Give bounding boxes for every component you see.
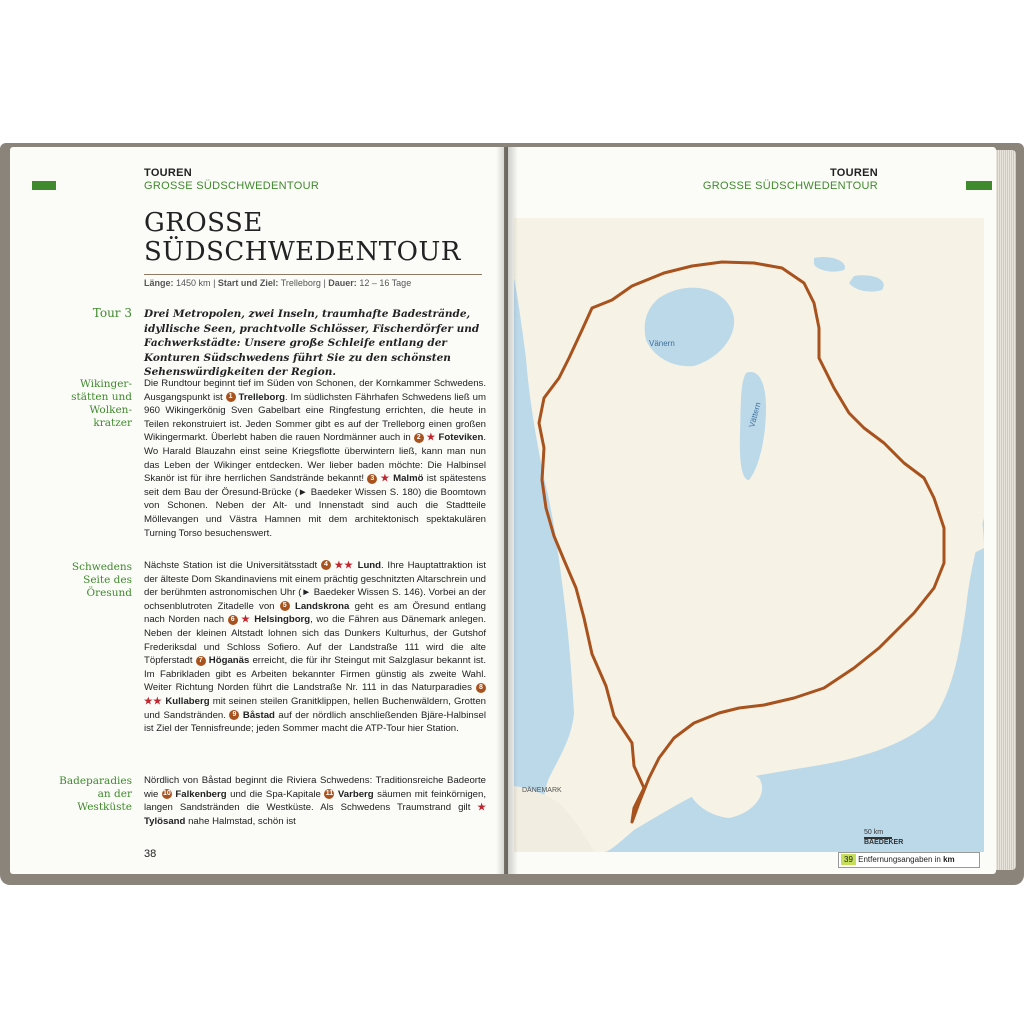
page-title [144,209,461,267]
section-sublabel: GROSSE SÜDSCHWEDENTOUR [144,180,320,192]
map-scale [864,829,903,846]
legend-badge: 39 [841,854,856,865]
label-vaettern: Vättern [747,401,763,429]
map-brand: BAEDEKER [864,839,904,846]
book-gutter [496,147,518,874]
title-line-1: GROSSE [144,208,263,238]
paragraph-3: Nördlich von Båstad beginnt die Riviera Schwedens: Traditionsreiche Badeorte wie 10 Falkenberg und die Spa-Kapitale 11 Varberg säumen mit feinkörnigen, langen Sandstränden die Westküste. Als Schwedens Traumstrand gilt ★ Tylösand nahe Halmstad, schön ist [144,775,487,827]
section-sublabel-right: GROSSE SÜDSCHWEDENTOUR [702,180,878,192]
title-line-2: SÜDSCHWEDENTOUR [144,237,461,267]
margin-note-westkueste: Badeparadies an der Westküste [59,775,132,813]
page-number: 38 [144,848,157,860]
scale-label: 50 km [864,829,884,836]
tour-label: Tour 3 [92,306,132,320]
legend-unit: km [943,855,955,864]
legend-text: Entfernungsangaben in [858,855,941,864]
margin-note-wikinger: Wikinger- stätten und Wolken- kratzer [71,378,132,429]
page-edges [994,150,1016,870]
left-page [10,147,504,874]
paragraph-2: Nächste Station ist die Universitätsstadt 4 ★★ Lund. Ihre Hauptattraktion ist der älteste Dom Skandinaviens mit einem prächtig geschnitzten Altarschrein und der berühmten astronomischen Uhr (► Baedeker Wissen S. 146). Vorbei an der ochsenblutroten Zitadelle von 5 Landskrona geht es am Öresund entlang nach Norden nach 6 ★ Helsingborg, wo die Fähren aus Dänemark anlegen. Neben der kleinen Altstadt lohnen sich das Dunkers Kulturhus, der Gutshof Frederiksdal und Schloss Sofiero. Auf der Landstraße 111 wird die alte Töpferstadt 7 Höganäs erreicht, die für ihr Steingut mit Salzglasur bekannt ist. Im Fabrikladen gibt es Arbeiten bekannter Firmen günstig als zweite Wahl. Weiter Richtung Norden führt die Landstraße Nr. 111 in das Naturparadies 8 ★★ Kullaberg mit seinen steilen Granitklippen, hellen Buchenwäldern, Grotten und Sandstränden. 9 Båstad auf der nördlich anschließenden Bjäre-Halbinsel ist Ziel der Tennisfreunde; jeden Sommer macht die ATP-Tour hier Station. [144,560,487,735]
label-denmark: DÄNEMARK [522,787,562,794]
tour-meta: Länge: 1450 km | Start und Ziel: Trelleborg | Dauer: 12 – 16 Tage [144,278,412,288]
right-page [508,147,996,874]
intro-text: Drei Metropolen, zwei Inseln, traumhafte Badestrände, idyllische Seen, prachtvolle Schlösser, Fischerdörfer und Fachwerkstädte: Unsere große Schleife entlang der Konturen Südschwedens führt Sie zu den schönsten Sehenswürdigkeiten der Region. [144,308,480,378]
section-label: TOUREN [144,167,193,179]
label-vaenern: Vänern [649,339,675,348]
margin-note-oeresund: Schwedens Seite des Öresund [71,561,132,599]
section-label-right: TOUREN [829,167,878,179]
title-rule [144,274,482,275]
paragraph-1: Die Rundtour beginnt tief im Süden von Schonen, der Kornkammer Schwedens. Ausgangspunkt ist 1 Trelleborg. Im südlichsten Fährhafen Schwedens ließ um 960 Wikingerkönig Sven Gabelbart eine Ringfestung errichten, die heute in Teilen rekonstruiert ist. Jeden Sommer gibt es auf der Trelleborg einen großen Wikingermarkt. Überlebt haben die rauen Nordmänner auch in 2 ★ Foteviken. Wo Harald Blauzahn einst seine Kriegsflotte überwintern ließ, kann man nun das Leben der Wikinger entdecken. Wer lieber baden möchte: Die Halbinsel Skanör ist für ihre herrlichen Sandstrände bekannt! 3 ★ Malmö ist spätestens seit dem Bau der Öresund-Brücke (► Baedeker Wissen S. 180) die Boomtown von Schonen. Neben der Alt- und Innenstadt sind auch die Stadtteile Möllevangen und Västra Hamnen mit dem architektonisch spektakulären Turning Torso besuchenswert. [144,378,486,539]
header-bar-right [966,181,992,190]
route-map [514,218,984,852]
header-bar-left [32,181,56,190]
map-legend [838,852,980,868]
